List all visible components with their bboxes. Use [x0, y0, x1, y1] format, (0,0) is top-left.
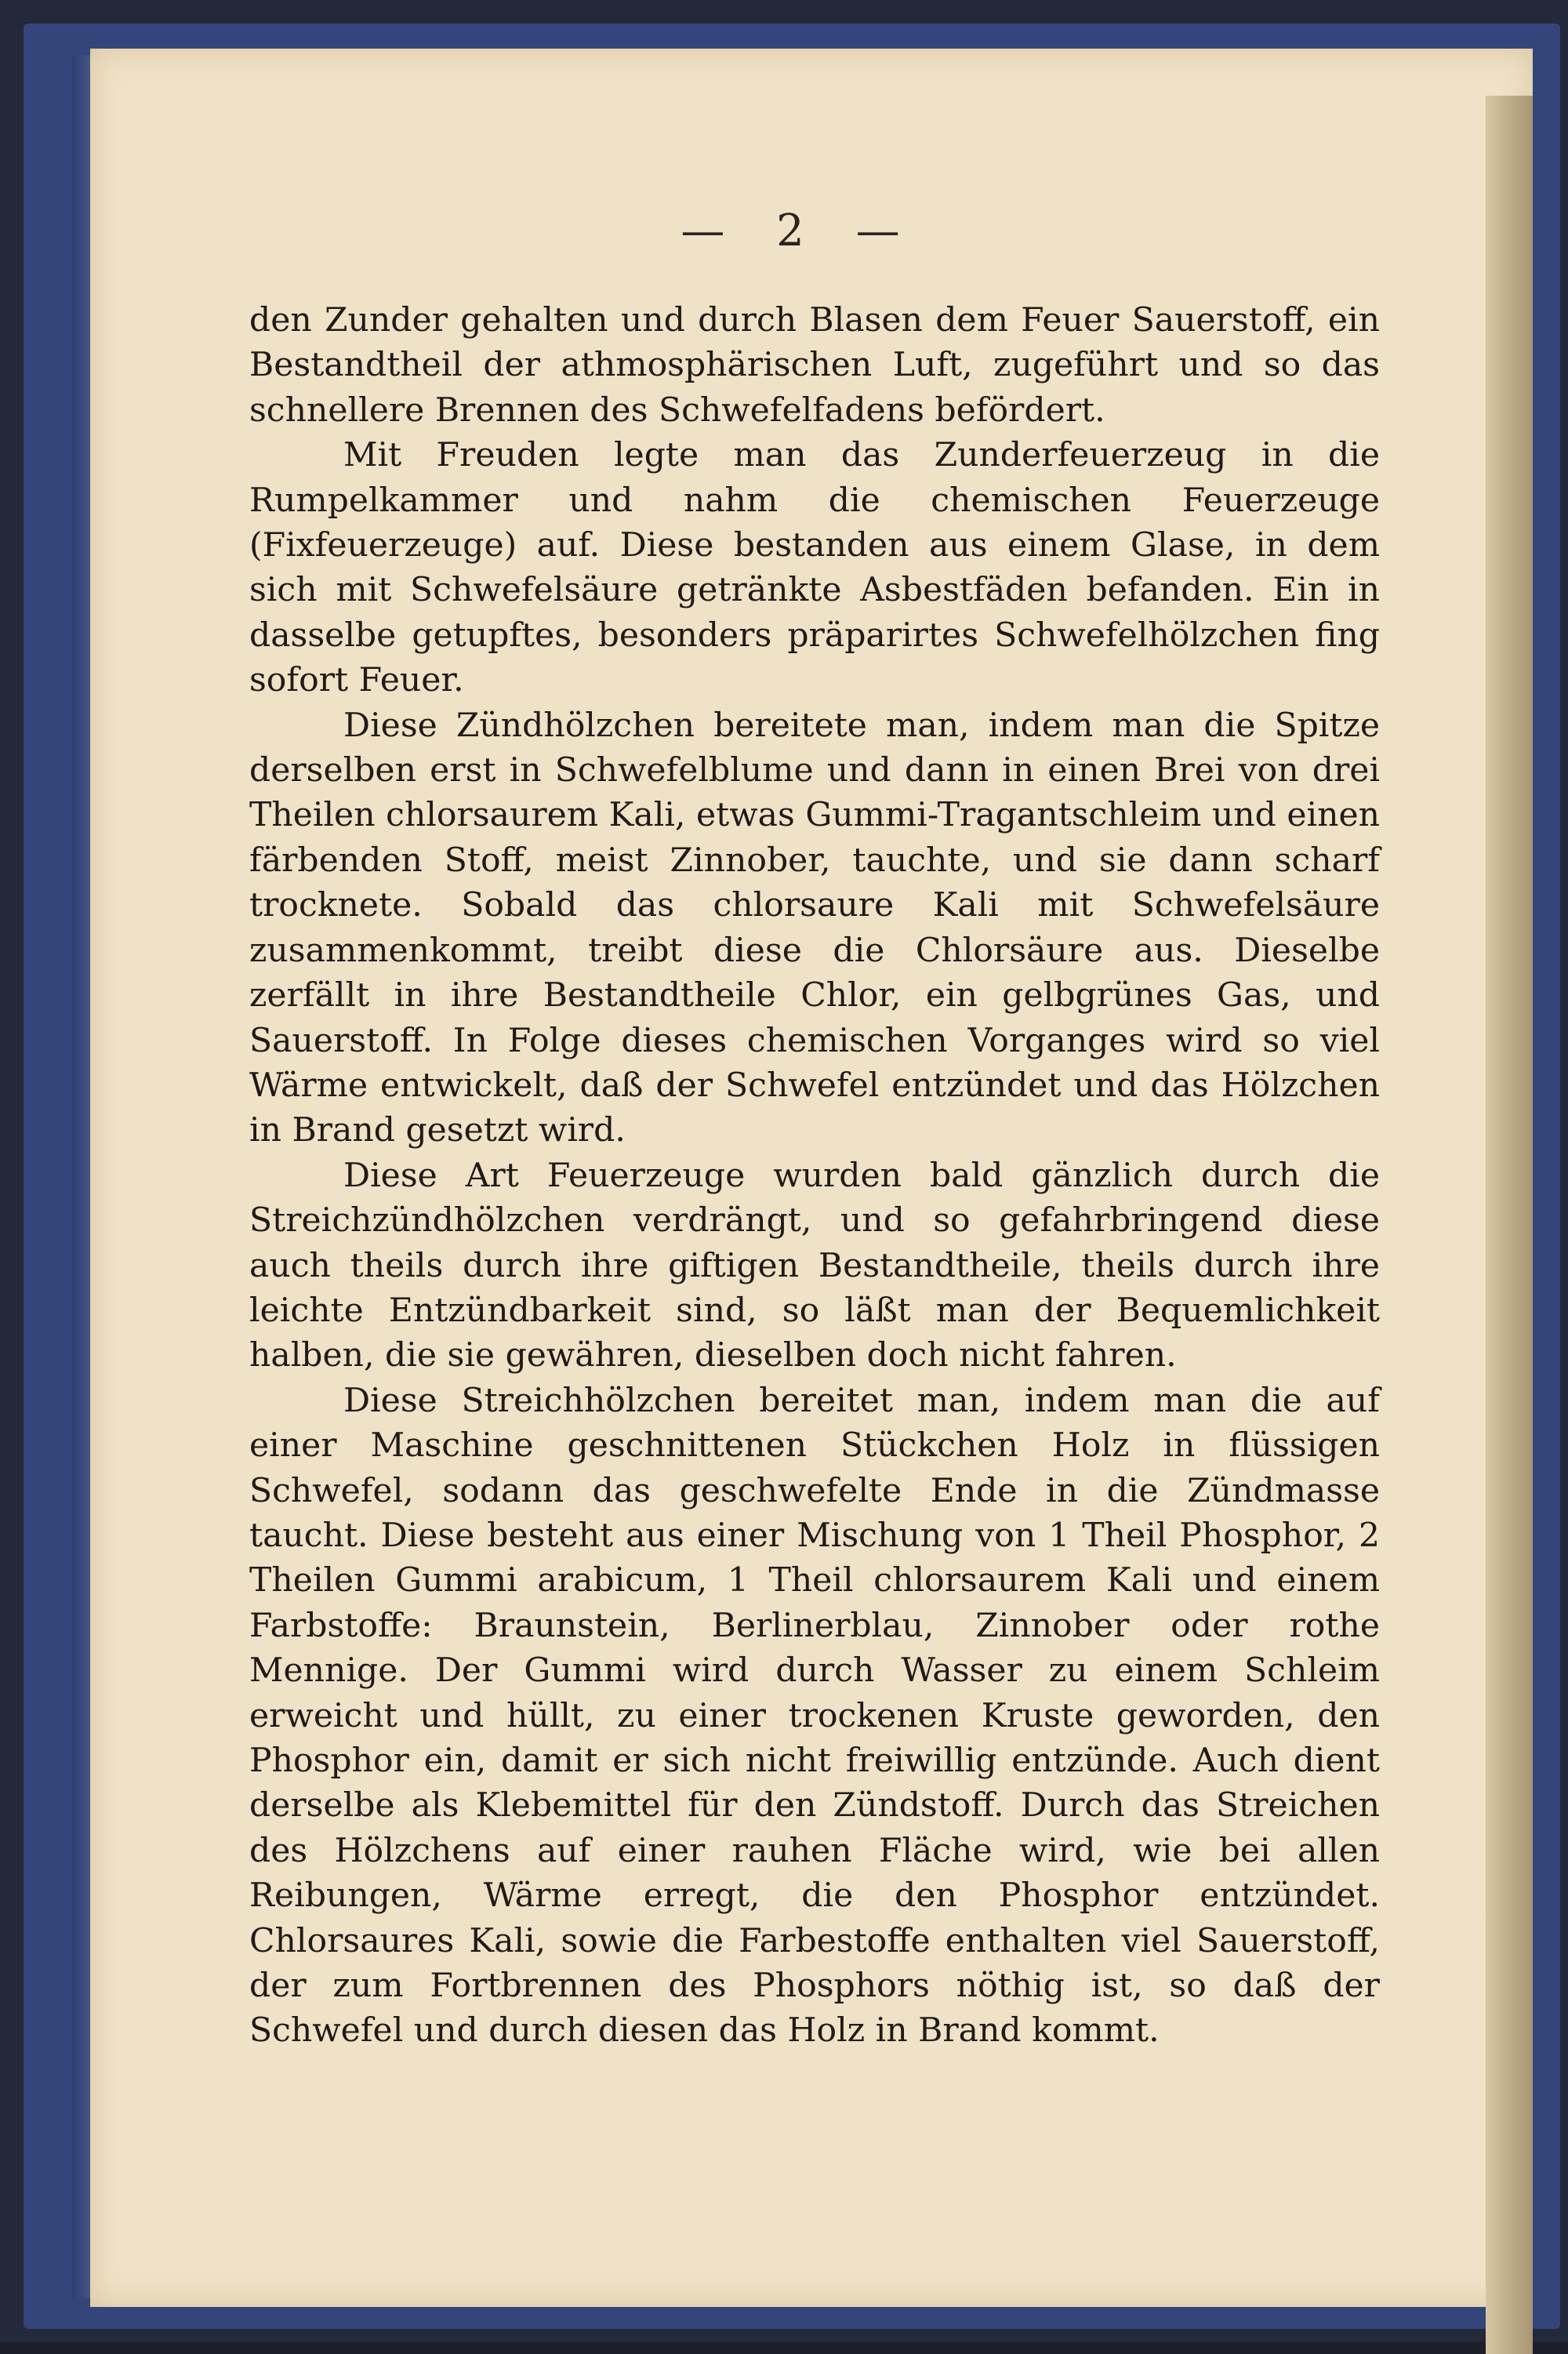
page-number: — 2 — [681, 205, 919, 256]
paragraph: Diese Streichhölzchen bereitet man, indem man die auf einer Maschine geschnittenen Stückchen Holz in flüssigen Schwefel, sodann das geschwefelte Ende in die Zündmasse taucht. Diese besteht aus einer Mischung von 1 Theil Phosphor, 2 Theilen Gummi arabicum, 1 Theil chlorsaurem Kali und einem Farbstoffe: Braunstein, Berlinerblau, Zinnober oder rothe Mennige. Der Gummi wird durch Wasser zu einem Schleim erweicht und hüllt, zu einer trockenen Kruste geworden, den Phosphor ein, damit er sich nicht freiwillig entzünde. Auch dient derselbe als Klebemittel für den Zündstoff. Durch das Streichen des Hölzchens auf einer rauhen Fläche wird, wie bei allen Reibungen, Wärme erregt, die den Phosphor entzündet. Chlorsaures Kali, sowie die Farbestoffe enthalten viel Sauerstoff, der zum Fortbrennen des Phosphors nöthig ist, so daß der Schwefel und durch diesen das Holz in Brand kommt. [249, 1381, 1380, 2051]
page-fore-edge [1486, 96, 1533, 2354]
paragraph: Mit Freuden legte man das Zunderfeuerzeug in die Rumpelkammer und nahm die chemischen Feuerzeuge (Fixfeuerzeuge) auf. Diese bestanden aus einem Glase, in dem sich mit Schwefelsäure getränkte Asbestfäden befanden. Ein in dasselbe getupftes, besonders präparirtes Schwefelhölzchen fing sofort Feuer. [249, 436, 1380, 700]
paragraph: Diese Zündhölzchen bereitete man, indem man die Spitze derselben erst in Schwefelblume und dann in einen Brei von drei Theilen chlorsaurem Kali, etwas Gummi-Tragantschleim und einen färbenden Stoff, meist Zinnober, tauchte, und sie dann scharf trocknete. Sobald das chlorsaure Kali mit Schwefelsäure zusammenkommt, treibt diese die Chlorsäure aus. Dieselbe zerfällt in ihre Bestandtheile Chlor, ein gelbgrünes Gas, und Sauerstoff. In Folge dieses chemischen Vorganges wird so viel Wärme entwickelt, daß der Schwefel entzündet und das Hölzchen in Brand gesetzt wird. [249, 706, 1380, 1150]
paragraph: Diese Art Feuerzeuge wurden bald gänzlich durch die Streichzündhölzchen verdrängt, und so gefahrbringend diese auch theils durch ihre giftigen Bestandtheile, theils durch ihre leichte Entzündbarkeit sind, so läßt man der Bequemlichkeit halben, die sie gewähren, dieselben doch nicht fahren. [249, 1156, 1380, 1375]
paragraph: den Zunder gehalten und durch Blasen dem Feuer Sauerstoff, ein Bestandtheil der athmosphärischen Luft, zugeführt und so das schnellere Brennen des Schwefelfadens befördert. [249, 301, 1380, 430]
page-text [249, 298, 1380, 2054]
